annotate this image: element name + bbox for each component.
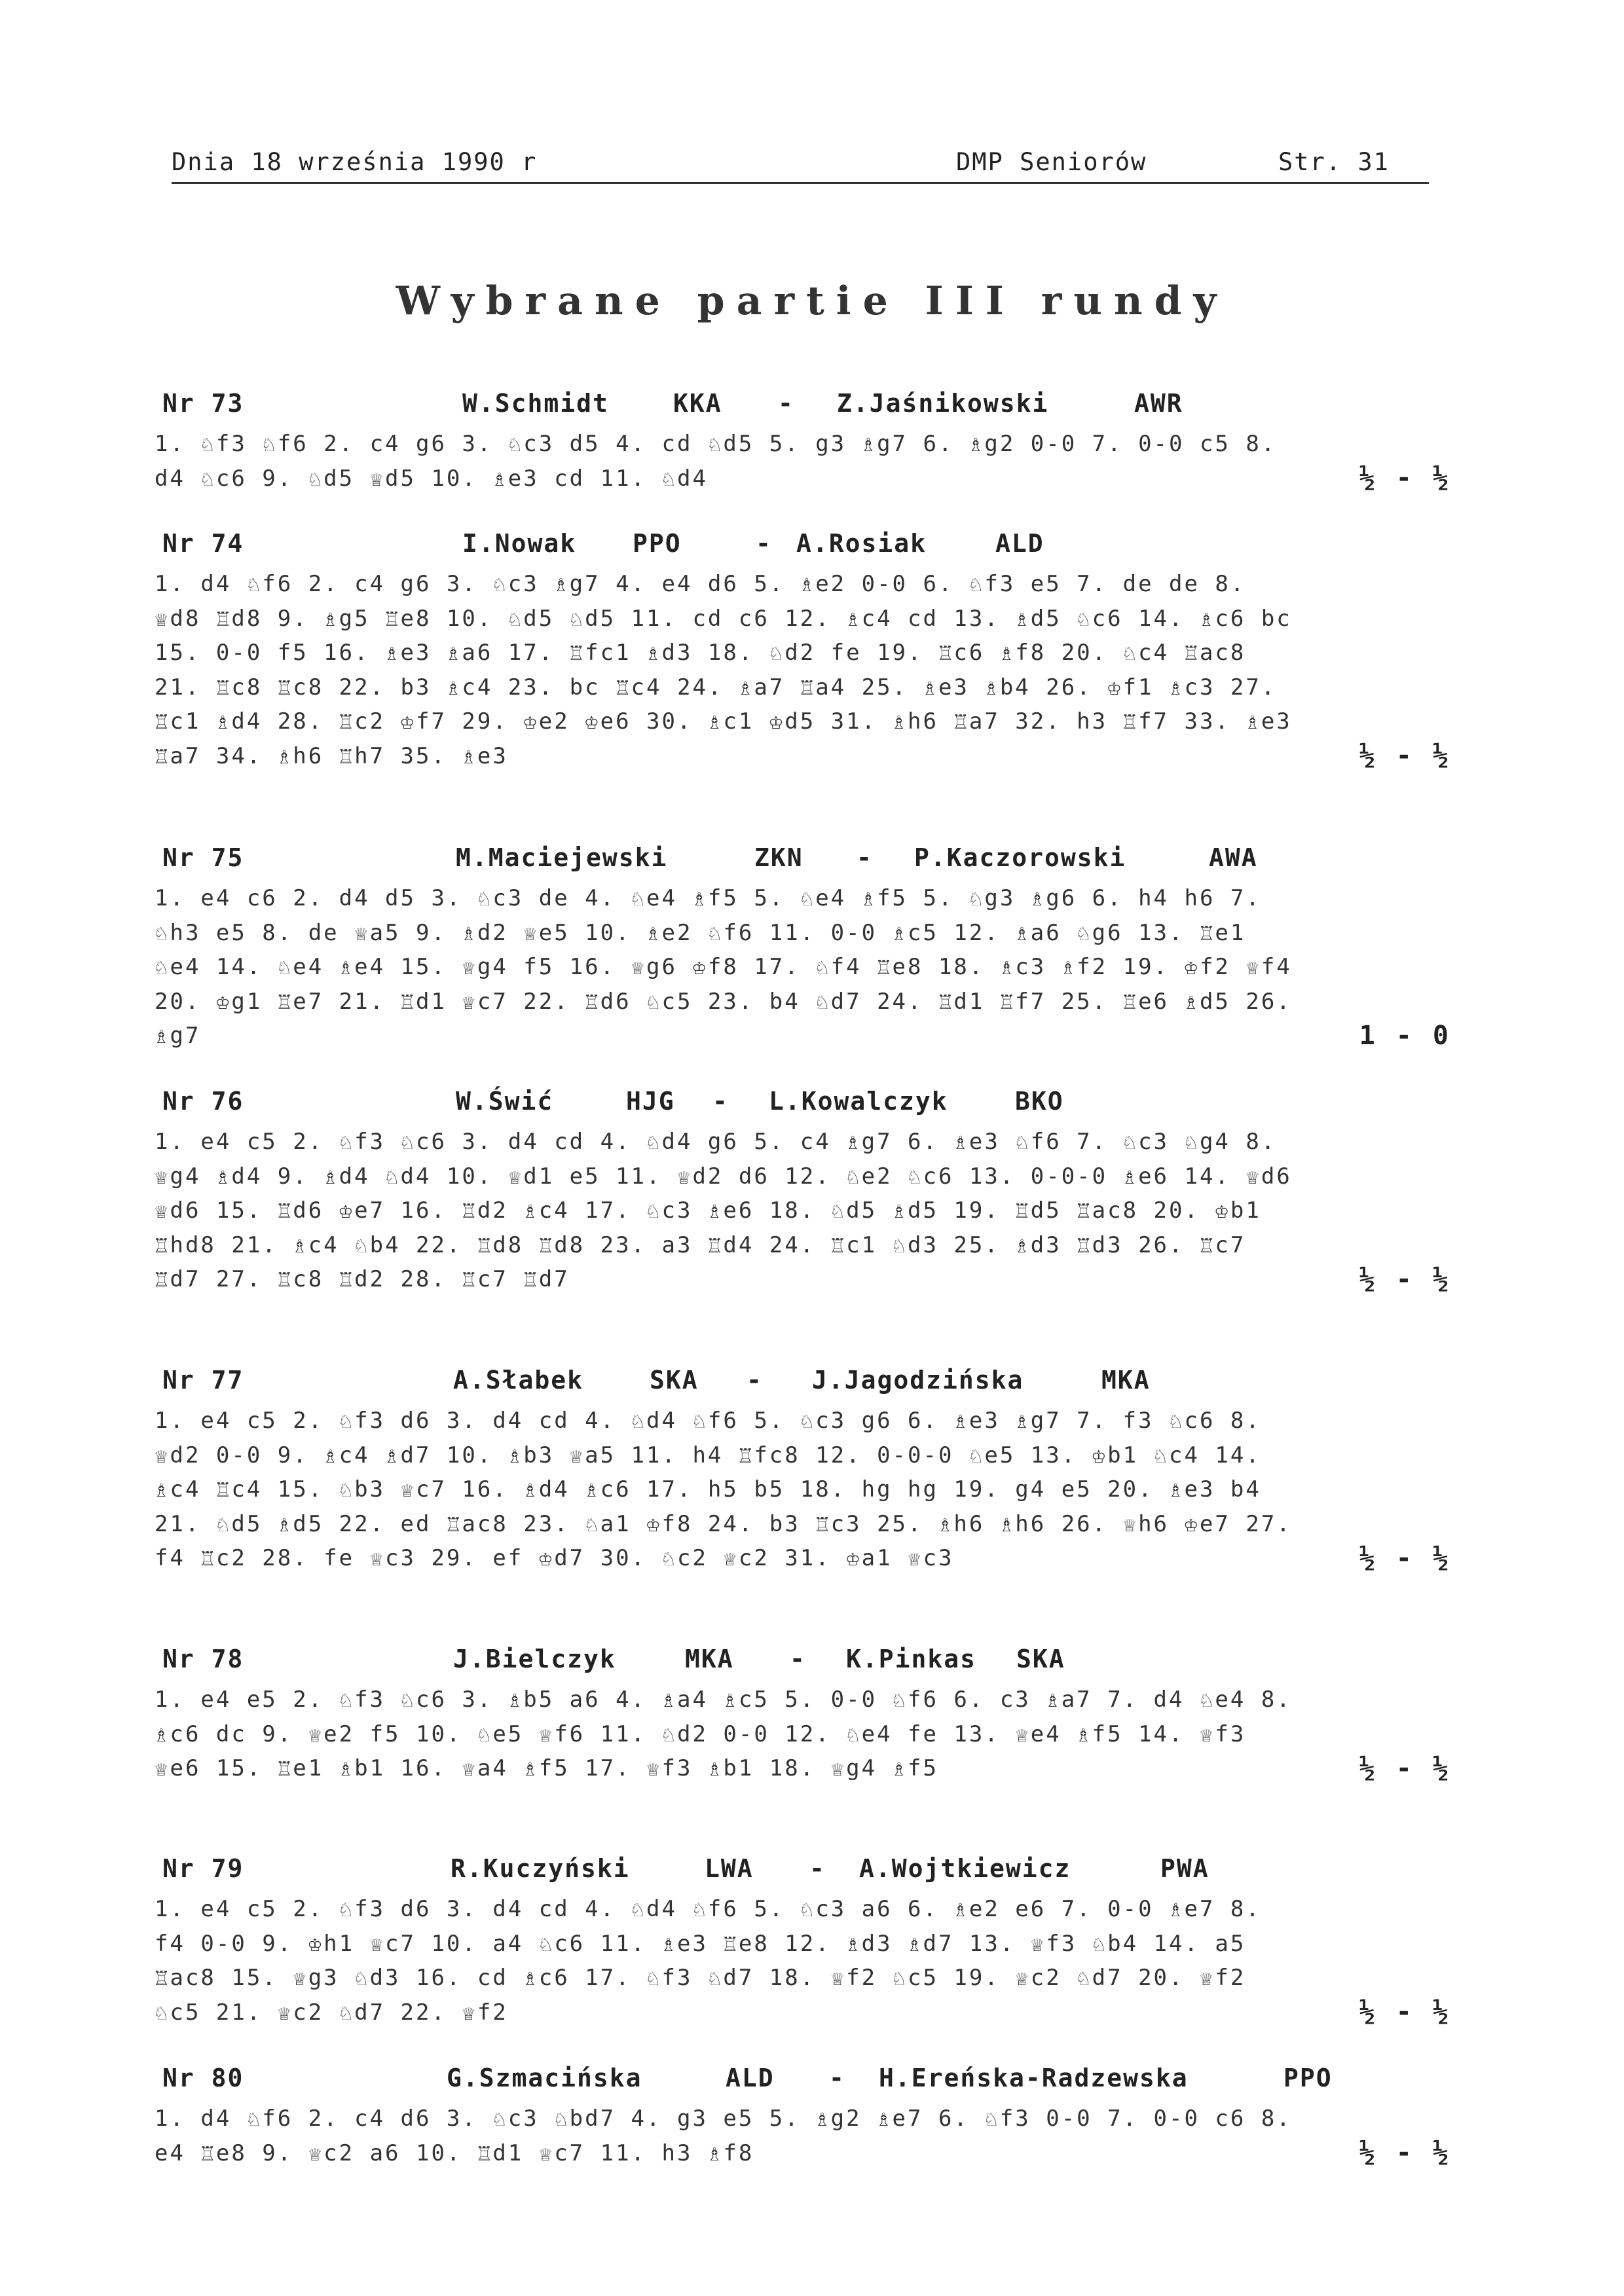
- white-player: R.Kuczyński: [451, 1854, 630, 1883]
- white-club: ALD: [726, 2064, 775, 2092]
- black-club: ALD: [995, 529, 1044, 558]
- white-club: SKA: [650, 1366, 699, 1394]
- header-event: DMP Seniorów: [956, 148, 1147, 176]
- white-club: HJG: [626, 1087, 675, 1116]
- game-result: 1 - 0: [1359, 1020, 1451, 1051]
- black-player: H.Ereńska-Radzewska: [879, 2064, 1189, 2092]
- game-number: Nr 74: [162, 529, 244, 558]
- black-player: L.Kowalczyk: [769, 1087, 948, 1116]
- header-page-number: Str. 31: [1278, 148, 1390, 176]
- black-player: J.Jagodzińska: [812, 1366, 1024, 1394]
- separator-dash: -: [756, 529, 772, 558]
- black-club: SKA: [1016, 1645, 1065, 1673]
- separator-dash: -: [778, 389, 794, 418]
- white-club: LWA: [705, 1854, 754, 1883]
- black-player: Z.Jaśnikowski: [837, 389, 1049, 418]
- black-club: MKA: [1101, 1366, 1151, 1394]
- game-number: Nr 78: [162, 1645, 244, 1673]
- game-number: Nr 79: [162, 1854, 244, 1883]
- separator-dash: -: [790, 1645, 806, 1673]
- game-75: [155, 843, 1451, 1053]
- game-result: ½ - ½: [1359, 1542, 1451, 1573]
- game-result: ½ - ½: [1359, 1997, 1451, 2027]
- black-player: K.Pinkas: [846, 1645, 977, 1673]
- white-player: W.Schmidt: [462, 389, 609, 418]
- white-player: G.Szmacińska: [447, 2064, 642, 2092]
- game-number: Nr 75: [162, 843, 244, 872]
- game-74: [155, 529, 1451, 773]
- header-date: Dnia 18 września 1990 r: [172, 148, 538, 176]
- white-club: MKA: [685, 1645, 734, 1673]
- move-list: 1. d4 ♘f6 2. c4 g6 3. ♘c3 ♗g7 4. e4 d6 5. ♗e2 0-0 6. ♘f3 e5 7. de de 8. ♕d8 ♖d8 9. ♗g5 ♖e8 10. ♘d5 ♘d5 11. cd c6 12. ♗c4 cd 13. ♗d5 ♘c6 14. ♗c6 bc 15. 0-0 f5 16. ♗e3 ♗a6 17. ♖fc1 ♗d3 18. ♘d2 fe 19. ♖c6 ♗f8 20. ♘c4 ♖ac8 21. ♖c8 ♖c8 22. b3 ♗c4 23. bc ♖c4 24. ♗a7 ♖a4 25. ♗e3 ♗b4 26. ♔f1 ♗c3 27. ♖c1 ♗d4 28. ♖c2 ♔f7 29. ♔e2 ♔e6 30. ♗c1 ♔d5 31. ♗h6 ♖a7 32. h3 ♖f7 33. ♗e3 ♖a7 34. ♗h6 ♖h7 35. ♗e3: [155, 571, 1308, 769]
- white-player: A.Słabek: [453, 1366, 584, 1394]
- game-header: [155, 529, 1451, 566]
- game-79: [155, 1854, 1451, 2030]
- game-header: [155, 1854, 1451, 1891]
- white-club: KKA: [673, 389, 722, 418]
- game-77: [155, 1366, 1451, 1576]
- game-80: [155, 2064, 1451, 2170]
- black-club: PPO: [1283, 2064, 1333, 2092]
- game-result: ½ - ½: [1359, 2138, 1451, 2168]
- black-player: A.Rosiak: [796, 529, 927, 558]
- move-list: 1. e4 c5 2. ♘f3 d6 3. d4 cd 4. ♘d4 ♘f6 5. ♘c3 g6 6. ♗e3 ♗g7 7. f3 ♘c6 8. ♕d2 0-0 9. ♗c4 ♗d7 10. ♗b3 ♕a5 11. h4 ♖fc8 12. 0-0-0 ♘e5 13. ♔b1 ♘c4 14. ♗c4 ♖c4 15. ♘b3 ♕c7 16. ♗d4 ♗c6 17. h5 b5 18. hg hg 19. g4 e5 20. ♗e3 b4 21. ♘d5 ♗d5 22. ed ♖ac8 23. ♘a1 ♔f8 24. b3 ♖c3 25. ♗h6 ♗h6 26. ♕h6 ♔e7 27. f4 ♖c2 28. fe ♕c3 29. ef ♔d7 30. ♘c2 ♕c2 31. ♔a1 ♕c3: [155, 1408, 1308, 1571]
- game-result: ½ - ½: [1359, 1264, 1451, 1294]
- game-header: [155, 1645, 1451, 1681]
- white-player: J.Bielczyk: [453, 1645, 616, 1673]
- game-header: [155, 1087, 1451, 1123]
- move-list: 1. d4 ♘f6 2. c4 d6 3. ♘c3 ♘bd7 4. g3 e5 5. ♗g2 ♗e7 6. ♘f3 0-0 7. 0-0 c6 8. e4 ♖e8 9. ♕c2 a6 10. ♖d1 ♕c7 11. h3 ♗f8: [155, 2105, 1308, 2166]
- game-number: Nr 77: [162, 1366, 244, 1394]
- game-number: Nr 80: [162, 2064, 244, 2092]
- game-number: Nr 73: [162, 389, 244, 418]
- black-club: BKO: [1015, 1087, 1064, 1116]
- move-list: 1. e4 c5 2. ♘f3 ♘c6 3. d4 cd 4. ♘d4 g6 5. c4 ♗g7 6. ♗e3 ♘f6 7. ♘c3 ♘g4 8. ♕g4 ♗d4 9. ♗d4 ♘d4 10. ♕d1 e5 11. ♕d2 d6 12. ♘e2 ♘c6 13. 0-0-0 ♗e6 14. ♕d6 ♕d6 15. ♖d6 ♔e7 16. ♖d2 ♗c4 17. ♘c3 ♗e6 18. ♘d5 ♗d5 19. ♖d5 ♖ac8 20. ♔b1 ♖hd8 21. ♗c4 ♘b4 22. ♖d8 ♖d8 23. a3 ♖d4 24. ♖c1 ♘d3 25. ♗d3 ♖d3 26. ♖c7 ♖d7 27. ♖c8 ♖d2 28. ♖c7 ♖d7: [155, 1129, 1308, 1292]
- separator-dash: -: [857, 843, 873, 872]
- white-club: PPO: [633, 529, 682, 558]
- white-player: W.Świć: [456, 1087, 554, 1116]
- game-header: [155, 843, 1451, 880]
- game-result: ½ - ½: [1359, 463, 1451, 493]
- game-result: ½ - ½: [1359, 1753, 1451, 1783]
- page-header: [172, 145, 1429, 184]
- separator-dash: -: [829, 2064, 845, 2092]
- separator-dash: -: [747, 1366, 763, 1394]
- game-header: [155, 389, 1451, 426]
- black-club: AWA: [1209, 843, 1258, 872]
- game-73: [155, 389, 1451, 496]
- separator-dash: -: [712, 1087, 729, 1116]
- black-player: P.Kaczorowski: [914, 843, 1126, 872]
- white-player: I.Nowak: [462, 529, 577, 558]
- game-76: [155, 1087, 1451, 1297]
- separator-dash: -: [809, 1854, 826, 1883]
- game-header: [155, 1366, 1451, 1402]
- move-list: 1. e4 c5 2. ♘f3 d6 3. d4 cd 4. ♘d4 ♘f6 5. ♘c3 a6 6. ♗e2 e6 7. 0-0 ♗e7 8. f4 0-0 9. ♔h1 ♕c7 10. a4 ♘c6 11. ♗e3 ♖e8 12. ♗d3 ♗d7 13. ♕f3 ♘b4 14. a5 ♖ac8 15. ♕g3 ♘d3 16. cd ♗c6 17. ♘f3 ♘d7 18. ♕f2 ♘c5 19. ♕c2 ♘d7 20. ♕f2 ♘c5 21. ♕c2 ♘d7 22. ♕f2: [155, 1896, 1277, 2026]
- game-78: [155, 1645, 1451, 1786]
- black-club: PWA: [1160, 1854, 1209, 1883]
- page-title: Wybrane partie III rundy: [396, 278, 1228, 324]
- white-club: ZKN: [754, 843, 803, 872]
- white-player: M.Maciejewski: [456, 843, 668, 872]
- move-list: 1. e4 e5 2. ♘f3 ♘c6 3. ♗b5 a6 4. ♗a4 ♗c5 5. 0-0 ♘f6 6. c3 ♗a7 7. d4 ♘e4 8. ♗c6 dc 9. ♕e2 f5 10. ♘e5 ♕f6 11. ♘d2 0-0 12. ♘e4 fe 13. ♕e4 ♗f5 14. ♕f3 ♕e6 15. ♖e1 ♗b1 16. ♕a4 ♗f5 17. ♕f3 ♗b1 18. ♕g4 ♗f5: [155, 1686, 1308, 1781]
- move-list: 1. e4 c6 2. d4 d5 3. ♘c3 de 4. ♘e4 ♗f5 5. ♘e4 ♗f5 5. ♘g3 ♗g6 6. h4 h6 7. ♘h3 e5 8. de ♕a5 9. ♗d2 ♕e5 10. ♗e2 ♘f6 11. 0-0 ♗c5 12. ♗a6 ♘g6 13. ♖e1 ♘e4 14. ♘e4 ♗e4 15. ♕g4 f5 16. ♕g6 ♔f8 17. ♘f4 ♖e8 18. ♗c3 ♗f2 19. ♔f2 ♕f4 20. ♔g1 ♖e7 21. ♖d1 ♕c7 22. ♖d6 ♘c5 23. b4 ♘d7 24. ♖d1 ♖f7 25. ♖e6 ♗d5 26. ♗g7: [155, 885, 1308, 1049]
- game-number: Nr 76: [162, 1087, 244, 1116]
- game-result: ½ - ½: [1359, 740, 1451, 771]
- game-header: [155, 2064, 1451, 2100]
- black-player: A.Wojtkiewicz: [859, 1854, 1071, 1883]
- move-list: 1. ♘f3 ♘f6 2. c4 g6 3. ♘c3 d5 4. cd ♘d5 5. g3 ♗g7 6. ♗g2 0-0 7. 0-0 c5 8. d4 ♘c6 9. ♘d5 ♕d5 10. ♗e3 cd 11. ♘d4: [155, 431, 1292, 492]
- black-club: AWR: [1134, 389, 1183, 418]
